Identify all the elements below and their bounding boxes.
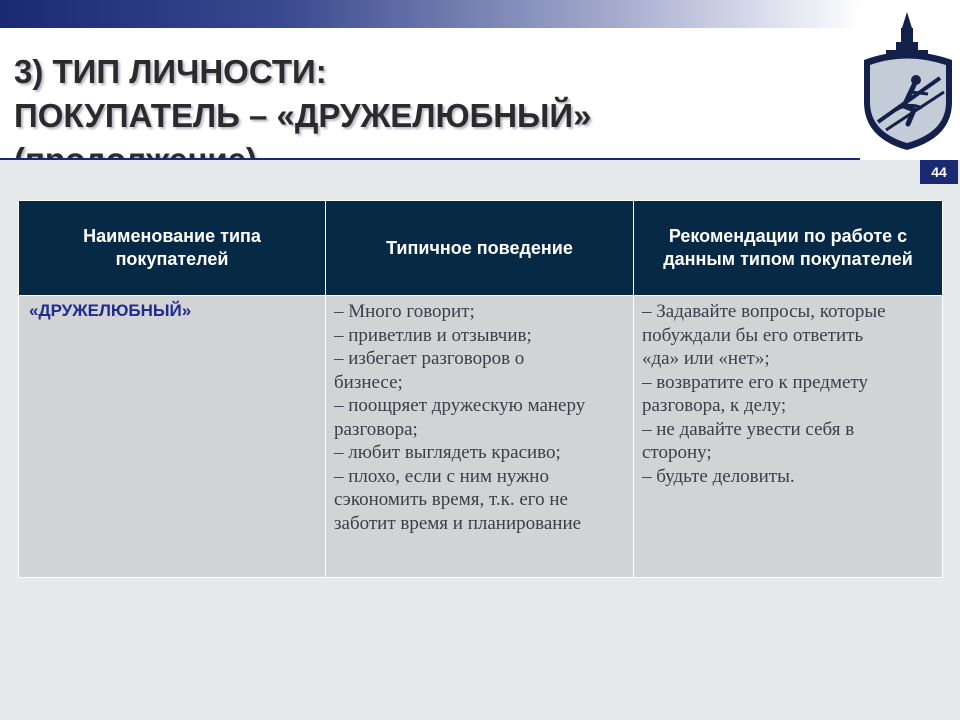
- cell-typical-behavior: [326, 296, 634, 578]
- behavior-line: бизнесе;: [334, 371, 403, 393]
- university-shield-emblem-icon: [856, 10, 960, 158]
- behavior-line: разговора;: [334, 418, 418, 440]
- buyer-type-table: [18, 200, 943, 578]
- behavior-line: – приветлив и отзывчив;: [334, 324, 532, 346]
- behavior-line: – поощряет дружескую манеру: [334, 395, 586, 416]
- cell-type-name: [19, 296, 326, 578]
- recommendation-line: «да» или «нет»;: [642, 348, 770, 369]
- behavior-line: – плохо, если с ним нужно: [334, 465, 549, 487]
- behavior-line: – Много говорит;: [334, 301, 475, 322]
- behavior-line: заботит время и планирование: [334, 512, 582, 534]
- title-line-1: 3) ТИП ЛИЧНОСТИ:: [14, 53, 327, 90]
- recommendation-line: – возвратите его к предмету: [642, 371, 868, 393]
- table-header-row: [19, 201, 943, 296]
- header-recommendations: Рекомендации по работе с данным типом покупателей: [634, 201, 943, 296]
- recommendation-line: разговора, к делу;: [642, 395, 787, 416]
- table-row: [19, 296, 943, 578]
- recommendation-line: – не давайте увести себя в: [642, 418, 855, 440]
- behavior-line: – любит выглядеть красиво;: [334, 442, 561, 463]
- header-typical-behavior: Типичное поведение: [326, 201, 634, 296]
- buyer-type-name: «ДРУЖЕЛЮБНЫЙ»: [29, 301, 192, 320]
- behavior-line: сэкономить время, т.к. его не: [334, 489, 568, 510]
- page-number-badge: 44: [920, 160, 958, 184]
- header-type-name: Наименование типа покупателей: [19, 201, 326, 296]
- recommendation-line: – Задавайте вопросы, которые: [642, 301, 886, 322]
- cell-recommendations: [634, 296, 943, 578]
- top-gradient-bar: [0, 0, 960, 28]
- recommendation-line: – будьте деловиты.: [642, 465, 795, 487]
- title-band: [0, 28, 860, 160]
- behavior-line: – избегает разговоров о: [334, 348, 525, 369]
- title-line-2: ПОКУПАТЕЛЬ – «ДРУЖЕЛЮБНЫЙ»: [14, 97, 592, 134]
- recommendation-line: сторону;: [642, 442, 712, 463]
- recommendation-line: побуждали бы его ответить: [642, 324, 864, 346]
